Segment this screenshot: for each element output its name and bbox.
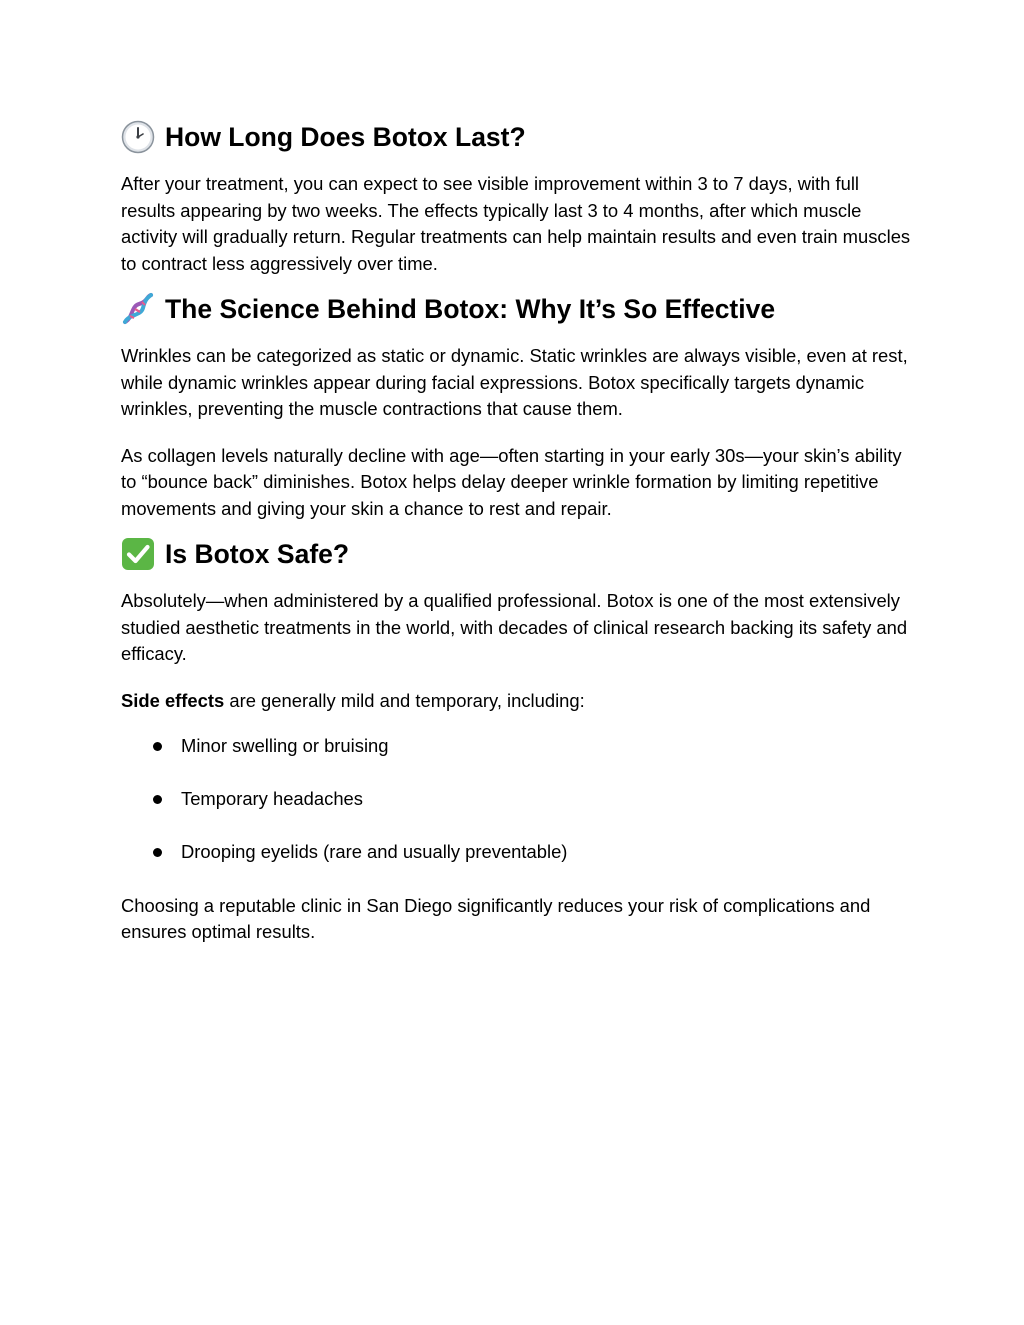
dna-icon xyxy=(121,292,155,326)
paragraph: As collagen levels naturally decline with age—often starting in your early 30s—your skin’s ability to “bounce back” diminishes. Botox helps delay deeper wrinkle formation by limiting repetitive movements and giving your skin a chance to rest and repair. xyxy=(121,444,902,519)
closing-paragraph: Choosing a reputable clinic in San Diego significantly reduces your risk of complications and ensures optimal results. xyxy=(121,894,871,943)
section-heading-science xyxy=(121,289,911,329)
paragraph: Wrinkles can be categorized as static or dynamic. Static wrinkles are always visible, even at rest, while dynamic wrinkles appear during facial expressions. Botox specifically targets dynamic wrinkles, preventing the muscle contractions that cause them. xyxy=(121,345,908,419)
side-effects-intro-text: are generally mild and temporary, including: xyxy=(224,689,585,711)
section-heading-safety xyxy=(121,534,911,574)
list-item-text: Minor swelling or bruising xyxy=(181,735,389,756)
side-effects-label: Side effects xyxy=(121,689,225,711)
list-item xyxy=(121,786,911,813)
document-page xyxy=(121,117,911,946)
section-heading-text: Is Botox Safe? xyxy=(165,539,350,569)
side-effects-intro xyxy=(121,688,911,715)
section-heading-how-long xyxy=(121,117,911,157)
list-item-text: Drooping eyelids (rare and usually preventable) xyxy=(181,841,568,863)
list-item xyxy=(121,839,911,866)
side-effects-list xyxy=(121,733,911,866)
section-heading-text: How Long Does Botox Last? xyxy=(165,122,526,152)
paragraph: Absolutely—when administered by a qualified professional. Botox is one of the most extensively studied aesthetic treatments in the world, with decades of clinical research backing its safety and efficacy. xyxy=(121,590,908,664)
check-mark-icon xyxy=(121,537,155,571)
section-heading-text: The Science Behind Botox: Why It’s So Effective xyxy=(165,294,776,324)
bullet-icon xyxy=(153,848,162,857)
list-item xyxy=(121,733,911,760)
bullet-icon xyxy=(153,795,162,804)
paragraph: After your treatment, you can expect to see visible improvement within 3 to 7 days, with full results appearing by two weeks. The effects typically last 3 to 4 months, after which muscle activity will gradually return. Regular treatments can help maintain results and even train muscles to contract less aggressively over time. xyxy=(121,173,911,274)
list-item-text: Temporary headaches xyxy=(181,788,363,810)
clock-icon xyxy=(121,120,155,154)
bullet-icon xyxy=(153,742,162,751)
